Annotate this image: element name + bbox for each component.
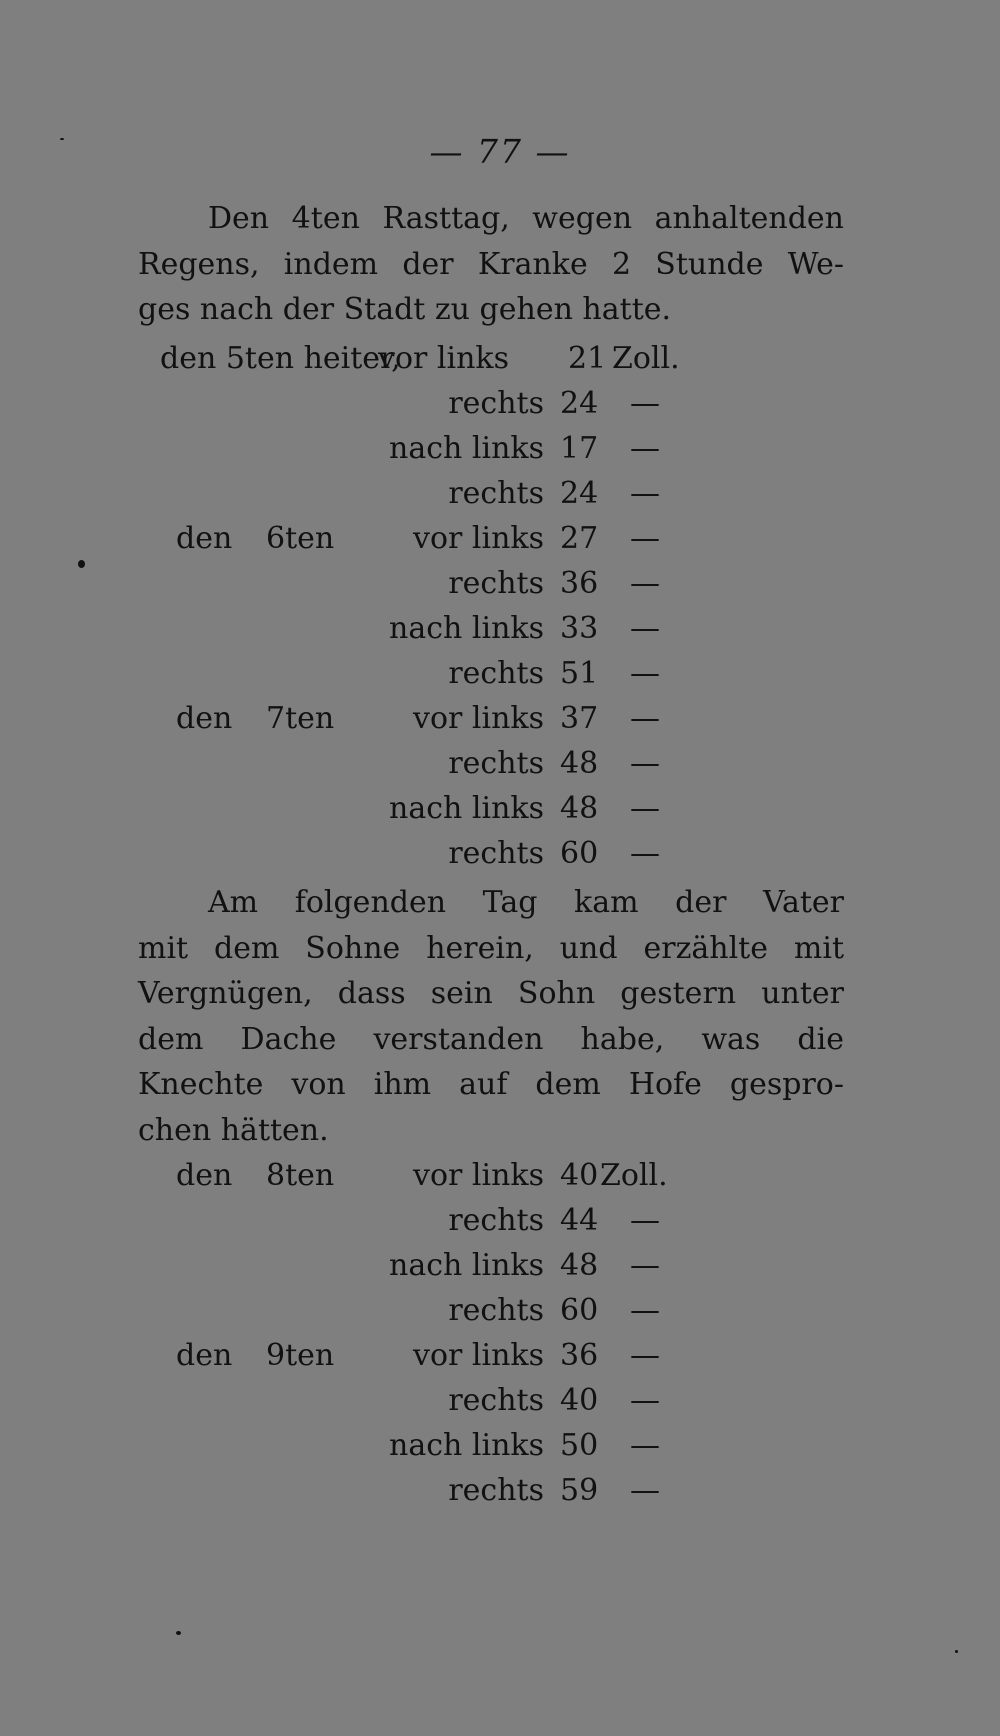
ditto-mark: — <box>630 566 660 601</box>
ditto-mark: — <box>630 1338 660 1373</box>
measurement-row <box>0 561 1000 606</box>
side-label: rechts <box>448 1203 544 1238</box>
measurement-row <box>0 381 1000 426</box>
day-label: den <box>176 701 233 736</box>
day-ordinal: 8ten <box>266 1158 335 1193</box>
side-label: rechts <box>448 836 544 871</box>
side-label: rechts <box>448 566 544 601</box>
text-line: ges nach der Stadt zu gehen hatte. <box>138 292 672 327</box>
measurement-value: 17 <box>560 431 599 466</box>
side-label: rechts <box>448 1293 544 1328</box>
text-line: Vergnügen, dass sein Sohn gestern unter <box>138 976 844 1011</box>
measurement-row <box>0 606 1000 651</box>
scan-speck <box>176 1631 181 1635</box>
measurement-value: 50 <box>560 1428 599 1463</box>
measurement-row <box>0 696 1000 741</box>
measurement-value: 24 <box>560 476 599 511</box>
measurement-row <box>0 651 1000 696</box>
ditto-mark: — <box>630 1248 660 1283</box>
ditto-mark: — <box>630 656 660 691</box>
measurement-value: 48 <box>560 791 599 826</box>
side-label: rechts <box>448 746 544 781</box>
side-label: nach links <box>389 611 544 646</box>
measurement-row <box>0 1378 1000 1423</box>
measurement-value: 36 <box>560 566 599 601</box>
measurement-row <box>0 336 1000 381</box>
unit-label: Zoll. <box>600 1158 668 1193</box>
measurement-row <box>0 471 1000 516</box>
measurement-row <box>0 741 1000 786</box>
text-line: Am folgenden Tag kam der Vater <box>208 885 844 920</box>
measurement-row <box>0 1423 1000 1468</box>
text-line: Regens, indem der Kranke 2 Stunde We- <box>138 246 844 282</box>
text-line: chen hätten. <box>138 1112 329 1148</box>
measurement-value: 48 <box>560 746 599 781</box>
measurement-value: 48 <box>560 1248 599 1283</box>
measurement-value: 59 <box>560 1473 599 1508</box>
text-line: mit dem Sohne herein, und erzählte mit <box>138 930 844 966</box>
measurement-value: 40 <box>560 1383 599 1418</box>
measurement-row <box>0 1153 1000 1198</box>
scan-speck <box>60 138 64 140</box>
ditto-mark: — <box>630 791 660 826</box>
side-label: rechts <box>448 386 544 421</box>
measurement-value: 40 <box>560 1158 599 1193</box>
ditto-mark: — <box>630 611 660 646</box>
scan-speck <box>955 1650 958 1653</box>
side-label: vor links <box>413 1338 544 1373</box>
ditto-mark: — <box>630 1203 660 1238</box>
ditto-mark: — <box>630 476 660 511</box>
measurement-row <box>0 1333 1000 1378</box>
day-ordinal: 6ten <box>266 521 335 556</box>
side-label: vor links <box>413 521 544 556</box>
ditto-mark: — <box>630 1383 660 1418</box>
side-label: rechts <box>448 1473 544 1508</box>
text-line: Knechte von ihm auf dem Hofe gespro- <box>138 1067 844 1102</box>
ditto-mark: — <box>630 431 660 466</box>
day-label: den <box>176 521 233 556</box>
page-number: — 77 — <box>429 132 571 171</box>
day-ordinal: 9ten <box>266 1338 335 1373</box>
measurement-row <box>0 831 1000 876</box>
measurement-row <box>0 1243 1000 1288</box>
day-label: den <box>176 1158 233 1193</box>
ditto-mark: — <box>630 746 660 781</box>
measurement-value: 24 <box>560 386 599 421</box>
ditto-mark: — <box>630 1473 660 1508</box>
paragraph-father-visit <box>138 880 844 1153</box>
ditto-mark: — <box>630 1428 660 1463</box>
measurement-value: 36 <box>560 1338 599 1373</box>
side-label: rechts <box>448 656 544 691</box>
measurement-row <box>0 786 1000 831</box>
ditto-mark: — <box>630 701 660 736</box>
measurement-value: 44 <box>560 1203 599 1238</box>
measurement-value: 60 <box>560 836 599 871</box>
measurement-value: 37 <box>560 701 599 736</box>
measurement-value: 33 <box>560 611 599 646</box>
day-label: den <box>176 1338 233 1373</box>
measurement-row <box>0 516 1000 561</box>
side-label: vor links <box>378 341 509 376</box>
side-label: vor links <box>413 701 544 736</box>
day-label: den 5ten heiter, <box>160 341 401 376</box>
side-label: vor links <box>413 1158 544 1193</box>
ditto-mark: — <box>630 386 660 421</box>
measurement-row <box>0 1288 1000 1333</box>
measurement-row <box>0 1198 1000 1243</box>
ditto-mark: — <box>630 1293 660 1328</box>
unit-label: Zoll. <box>612 341 680 376</box>
text-line: Den 4ten Rasttag, wegen anhaltenden <box>208 201 844 236</box>
measurement-row <box>0 1468 1000 1513</box>
paragraph-rest-day <box>138 196 844 333</box>
measurement-row <box>0 426 1000 471</box>
measurement-value: 51 <box>560 656 599 691</box>
day-ordinal: 7ten <box>266 701 335 736</box>
ditto-mark: — <box>630 836 660 871</box>
side-label: nach links <box>389 1428 544 1463</box>
side-label: nach links <box>389 791 544 826</box>
side-label: nach links <box>389 1248 544 1283</box>
side-label: rechts <box>448 476 544 511</box>
measurement-value: 27 <box>560 521 599 556</box>
text-line: dem Dache verstanden habe, was die <box>138 1021 844 1057</box>
measurement-value: 60 <box>560 1293 599 1328</box>
scan-speck <box>78 560 85 568</box>
side-label: nach links <box>389 431 544 466</box>
measurement-value: 21 <box>568 341 607 376</box>
ditto-mark: — <box>630 521 660 556</box>
side-label: rechts <box>448 1383 544 1418</box>
